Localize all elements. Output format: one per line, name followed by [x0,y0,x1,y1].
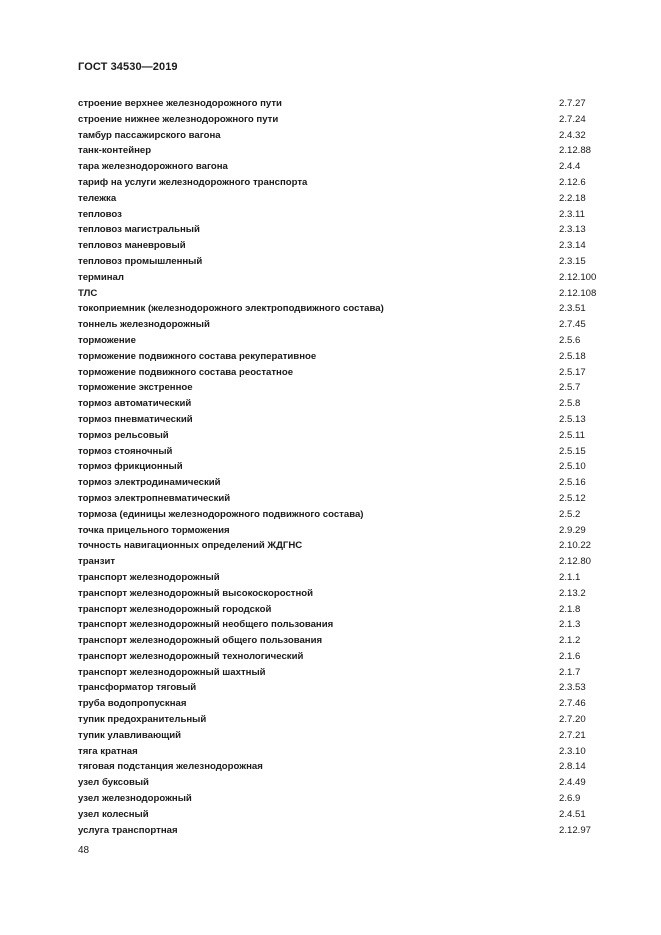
index-entry [78,317,598,333]
index-entry [78,112,598,128]
index-reference-number: 2.1.7 [559,666,581,678]
index-term: транспорт железнодорожный городской [78,603,272,615]
index-term: транзит [78,556,116,568]
index-term: тележка [78,192,117,204]
index-term: узел железнодорожный [78,793,192,805]
index-reference-number: 2.1.2 [559,635,581,647]
index-reference-number: 2.3.14 [559,240,586,252]
index-reference-number: 2.7.45 [559,319,586,331]
index-reference-number: 2.12.97 [559,824,592,836]
index-entry [78,728,598,744]
index-term: тепловоз маневровый [78,240,186,252]
term-index-list [78,96,598,838]
index-term: строение верхнее железнодорожного пути [78,98,282,109]
index-term: терминал [78,271,124,283]
index-term: транспорт железнодорожный необщего пользования [78,619,334,631]
index-reference-number: 2.1.6 [559,650,581,662]
index-reference-number: 2.12.100 [559,271,597,283]
index-entry [78,175,598,191]
index-term: тормоз рельсовый [78,429,169,441]
index-entry [78,207,598,223]
index-entry [78,270,598,286]
index-term: тепловоз [78,208,122,220]
index-reference-number: 2.5.11 [559,429,585,441]
index-term: танк-контейнер [78,145,152,157]
index-entry [78,475,598,491]
index-term: торможение подвижного состава реостатное [78,366,294,378]
index-term: тоннель железнодорожный [78,319,210,331]
index-entry [78,143,598,159]
index-reference-number: 2.3.11 [559,208,585,220]
index-reference-number: 2.5.6 [559,334,581,346]
index-reference-number: 2.3.53 [559,682,586,694]
page-number: 48 [78,845,90,856]
index-entry [78,396,598,412]
index-term: тепловоз промышленный [78,255,203,267]
index-entry [78,444,598,460]
index-term: тормоз автоматический [78,398,192,410]
index-reference-number: 2.5.10 [559,461,586,473]
index-reference-number: 2.5.2 [559,508,581,520]
index-reference-number: 2.7.27 [559,98,586,109]
index-reference-number: 2.3.13 [559,224,586,236]
index-reference-number: 2.12.108 [559,287,597,299]
index-entry [78,254,598,270]
index-entry [78,554,598,570]
index-term: транспорт железнодорожный [78,571,220,583]
index-term: транспорт железнодорожный технологический [78,650,304,662]
index-entry [78,301,598,317]
index-reference-number: 2.2.18 [559,192,586,204]
index-term: труба водопропускная [78,698,187,710]
index-entry [78,823,598,839]
index-reference-number: 2.5.18 [559,350,586,362]
index-reference-number: 2.9.29 [559,524,586,536]
index-term: узел буксовый [78,777,149,789]
index-reference-number: 2.5.7 [559,382,581,394]
index-term: торможение экстренное [78,382,193,394]
index-term: тепловоз магистральный [78,224,200,236]
index-reference-number: 2.4.4 [559,161,581,173]
index-entry [78,349,598,365]
index-reference-number: 2.3.15 [559,255,586,267]
index-reference-number: 2.6.9 [559,793,581,805]
index-entry [78,538,598,554]
index-entry [78,128,598,144]
index-reference-number: 2.5.15 [559,445,586,457]
index-term: тормоз электропневматический [78,492,231,504]
index-term: тамбур пассажирского вагона [78,129,221,141]
index-term: услуга транспортная [78,824,178,836]
index-entry [78,602,598,618]
index-reference-number: 2.8.14 [559,761,586,773]
index-entry [78,380,598,396]
index-entry [78,712,598,728]
index-reference-number: 2.12.80 [559,556,592,568]
index-term: транспорт железнодорожный высокоскоростной [78,587,314,599]
index-reference-number: 2.4.51 [559,808,586,820]
index-entry [78,586,598,602]
index-entry [78,696,598,712]
index-entry [78,680,598,696]
index-entry [78,665,598,681]
index-term: ТЛС [78,287,98,299]
index-term: тара железнодорожного вагона [78,161,228,173]
index-term: точность навигационных определений ЖДГНС [78,540,303,552]
index-term: точка прицельного торможения [78,524,230,536]
index-term: тормоз стояночный [78,445,173,457]
index-entry [78,222,598,238]
index-entry [78,759,598,775]
index-term: тормоз электродинамический [78,477,221,489]
index-entry [78,617,598,633]
index-entry [78,649,598,665]
index-reference-number: 2.4.32 [559,129,586,141]
index-entry [78,412,598,428]
index-entry [78,365,598,381]
index-term: торможение [78,334,136,346]
index-entry [78,744,598,760]
index-reference-number: 2.7.24 [559,113,586,125]
index-entry [78,523,598,539]
index-entry [78,428,598,444]
index-reference-number: 2.3.51 [559,303,586,315]
index-entry [78,238,598,254]
index-term: тормоз пневматический [78,413,193,425]
index-term: тупик улавливающий [78,729,182,741]
index-reference-number: 2.1.8 [559,603,581,615]
index-reference-number: 2.4.49 [559,777,586,789]
index-reference-number: 2.10.22 [559,540,592,552]
index-entry [78,96,598,112]
index-reference-number: 2.7.21 [559,729,586,741]
index-reference-number: 2.3.10 [559,745,586,757]
index-term: торможение подвижного состава рекуперативное [78,350,317,362]
index-entry [78,775,598,791]
index-reference-number: 2.5.12 [559,492,586,504]
index-entry [78,191,598,207]
index-entry [78,507,598,523]
index-reference-number: 2.12.88 [559,145,592,157]
index-entry [78,633,598,649]
index-entry [78,791,598,807]
index-entry [78,491,598,507]
index-term: транспорт железнодорожный шахтный [78,666,266,678]
index-term: транспорт железнодорожный общего пользования [78,635,323,647]
index-reference-number: 2.13.2 [559,587,586,599]
index-term: строение нижнее железнодорожного пути [78,113,279,125]
index-entry [78,159,598,175]
index-reference-number: 2.5.17 [559,366,586,378]
index-reference-number: 2.1.3 [559,619,581,631]
index-entry [78,459,598,475]
index-reference-number: 2.5.13 [559,413,586,425]
index-term: тяга кратная [78,745,138,757]
index-reference-number: 2.5.16 [559,477,586,489]
index-entry [78,286,598,302]
index-reference-number: 2.5.8 [559,398,581,410]
index-term: тормоз фрикционный [78,461,183,473]
index-term: токоприемник (железнодорожного электроподвижного состава) [78,303,384,315]
index-term: узел колесный [78,808,149,820]
index-reference-number: 2.1.1 [559,571,581,583]
index-term: тупик предохранительный [78,714,207,726]
index-reference-number: 2.12.6 [559,176,586,188]
index-entry [78,807,598,823]
index-reference-number: 2.7.46 [559,698,586,710]
index-term: тариф на услуги железнодорожного транспорта [78,176,308,188]
index-entry [78,570,598,586]
index-entry [78,333,598,349]
index-term: тяговая подстанция железнодорожная [78,761,263,773]
index-term: тормоза (единицы железнодорожного подвижного состава) [78,508,364,520]
document-header: ГОСТ 34530—2019 [78,61,178,73]
index-reference-number: 2.7.20 [559,714,586,726]
index-term: трансформатор тяговый [78,682,197,694]
